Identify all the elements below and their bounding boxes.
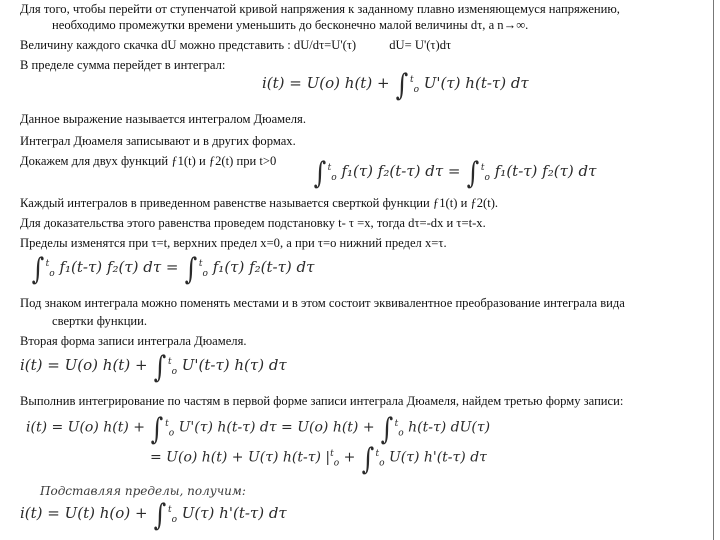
equals-sign: = [447,162,461,180]
upper-limit: t [375,449,380,459]
lower-limit: o [171,515,177,525]
lower-limit: o [379,458,385,469]
paragraph-line-11: Под знаком интеграла можно поменять местами и в этом состоит эквивалентное преобразование интеграла вида [20,296,625,310]
handwritten-note: Подставляя пределы, получим: [40,484,246,498]
upper-limit: t [167,357,172,367]
paragraph-line-10: Пределы изменятся при τ=t, верхних предел x=0, а при τ=o нижний предел x=τ. [20,236,447,250]
paragraph-line-14: Выполнив интегрирование по частям в первой форме записи интеграла Дюамеля, найдем третью форму записи: [20,394,624,408]
formula-lhs: i(t) = U(t) h(o) + [20,504,148,522]
equals-expression: = U(o) h(t) + [281,419,375,436]
integral-sign: ∫ [153,350,167,385]
boundary-term: = U(o) h(t) + U(τ) h(t-τ) | [150,449,331,466]
lower-limit: o [333,458,340,469]
duhamel-formula-1 [262,68,529,103]
lower-limit: o [168,428,175,439]
formula-lhs: i(t) = U(o) h(t) + [26,419,146,436]
integrand-2: h(t-τ) dU(τ) [408,419,491,436]
integrand-right: f₁(t-τ) f₂(τ) dτ [494,162,597,180]
du-formula-text: dU= U'(τ)dτ [389,38,452,52]
paragraph-line-8: Каждый интегралов в приведенном равенстве называется сверткой функции ƒ1(t) и ƒ2(t). [20,196,499,210]
integrand: U'(τ) h(t-τ) dτ [423,74,529,92]
integral-sign: ∫ [395,68,409,103]
formula-lhs: i(t) = U(o) h(t) + [20,356,148,374]
upper-limit: t [394,419,399,429]
upper-limit: t [330,449,334,459]
convolution-formula [312,156,597,191]
integral-sign: ∫ [184,252,198,287]
plus-sign: + [343,449,356,466]
upper-limit: t [45,259,50,269]
integrand-right: f₁(τ) f₂(t-τ) dτ [212,258,315,276]
upper-limit: t [198,259,203,269]
integrand: U'(τ) h(t-τ) dτ [178,419,277,436]
integrand-left: f₁(t-τ) f₂(τ) dτ [59,258,162,276]
integration-by-parts-formula [26,411,491,447]
lower-limit: o [484,173,490,183]
lower-limit: o [413,85,419,95]
upper-limit: t [409,75,414,85]
integral-sign: ∫ [380,411,394,447]
duhamel-formula-2 [20,350,287,385]
integral-sign: ∫ [313,156,327,191]
paragraph-line-1: Для того, чтобы перейти от ступенчатой кривой напряжения к заданному плавно изменяющемуся напряжению, [20,2,620,16]
convolution-formula-2 [30,252,315,287]
equals-sign: = [165,258,179,276]
integrand-left: f₁(τ) f₂(t-τ) dτ [341,162,444,180]
duhamel-formula-3 [20,498,287,533]
lower-limit: o [49,269,55,279]
lower-limit: o [202,269,208,279]
integral-sign: ∫ [153,498,167,533]
lower-limit: o [398,428,404,439]
integrand: U(τ) h'(t-τ) dτ [181,504,287,522]
integrand: U(τ) h'(t-τ) dτ [388,449,487,466]
paragraph-line-2: необходимо промежутки времени уменьшить до бесконечно малой величины dτ, а n→∞. [52,18,529,32]
upper-limit: t [165,419,169,429]
lower-limit: o [171,367,177,377]
integral-sign: ∫ [361,441,374,477]
upper-limit: t [480,163,485,173]
page-border [713,0,714,540]
upper-limit: t [167,505,172,515]
paragraph-line-6: Интеграл Дюамеля записывают и в других формах. [20,134,296,148]
upper-limit: t [327,163,332,173]
paragraph-line-5: Данное выражение называется интегралом Дюамеля. [20,112,306,126]
paragraph-line-13: Вторая форма записи интеграла Дюамеля. [20,334,247,348]
paragraph-line-12: свертки функции. [52,314,148,328]
integral-sign: ∫ [466,156,480,191]
du-derivative-text: Величину каждого скачка dU можно представить : dU/dτ=U'(τ) [20,38,357,52]
integration-by-parts-continuation [150,441,487,477]
lower-limit: o [331,173,337,183]
integral-sign: ∫ [151,411,164,447]
paragraph-line-4: В пределе сумма перейдет в интеграл: [20,58,226,72]
paragraph-line-3 [20,38,451,53]
paragraph-line-7: Докажем для двух функций ƒ1(t) и ƒ2(t) при t>0 [20,154,277,168]
integral-sign: ∫ [31,252,45,287]
integrand: U'(t-τ) h(τ) dτ [181,356,287,374]
paragraph-line-9: Для доказательства этого равенства проведем подстановку t- τ =x, тогда dτ=-dx и τ=t-x. [20,216,486,230]
formula-lhs: i(t) = U(o) h(t) + [262,74,390,92]
